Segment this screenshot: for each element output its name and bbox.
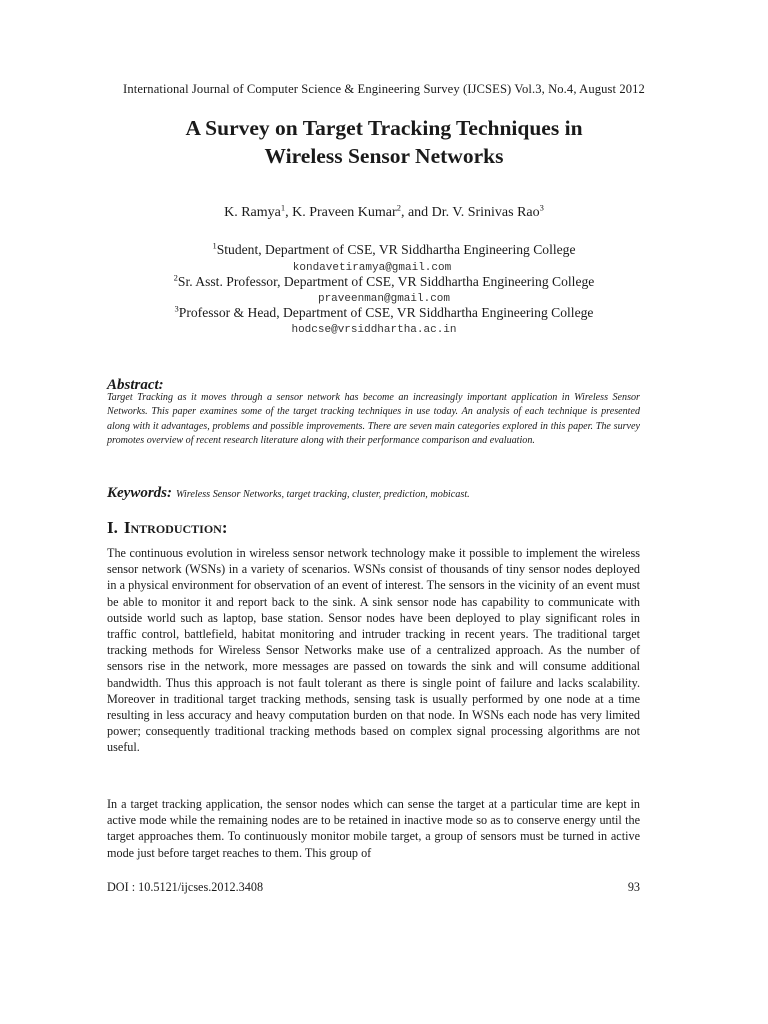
page-number: 93 <box>627 880 640 894</box>
affiliation-2 <box>0 274 768 290</box>
author-name: K. Praveen Kumar <box>292 205 397 220</box>
title-line-1: A Survey on Target Tracking Techniques in <box>185 116 583 140</box>
keywords-line <box>107 484 667 502</box>
affiliation-text: Professor & Head, Department of CSE, VR Siddhartha Engineering College <box>178 305 594 320</box>
abstract-body: Target Tracking as it moves through a sensor network has become an increasingly important application in Wireless Sensor Networks. This paper examines some of the target tracking techniques in use today. An analysis of each technique is presented along with it advantages, problems and possible improvements. There are seven main categories explored in this paper. The survey promotes overview of recent research literature along with their performance comparison and evaluation. <box>107 392 640 447</box>
section-number: I. <box>107 518 118 537</box>
author-separator: , and <box>400 205 432 220</box>
body-paragraph-2: In a target tracking application, the sensor nodes which can sense the target at a particular time are kept in active mode while the remaining nodes are to be retained in inactive mode so as to conserve energy until the target approaches them. To continuously monitor mobile target, a group of sensors must be turned in active mode just before target reaches to them. This group of <box>107 797 640 860</box>
author-list <box>0 202 768 221</box>
body-paragraph-1: The continuous evolution in wireless sensor network technology make it possible to implement the wireless sensor network (WSNs) in a variety of scenarios. WSNs consist of thousands of tiny sensor nodes deployed in a physical environment for observation of an event of interest. The sensors in the vicinity of an event must be able to monitor it and report back to the sink. A sink sensor node has capability to communicate with outside world such as laptop, base station. Sensor nodes have been deployed to play significant roles in traffic control, battlefield, habitat monitoring and intruder tracking in recent years. The traditional target tracking methods for Wireless Sensor Networks make use of a centralized approach. As the number of sensors rise in the network, more messages are passed on towards the sink and will consume additional bandwidth. Thus this approach is not fault tolerant as there is single point of failure and lacks scalability. Moreover in traditional target tracking methods, sensing task is usually performed by one node at a time resulting in less accuracy and heavy computation burden on that node. In WSNs each node has very limited power; consequently traditional tracking methods based on complex signal processing algorithms are not useful. <box>107 546 640 755</box>
affiliation-sup: 3 <box>174 303 179 314</box>
keywords-text: Wireless Sensor Networks, target tracking, cluster, prediction, mobicast. <box>176 489 470 500</box>
affiliation-1 <box>10 242 768 258</box>
keywords-label: Keywords: <box>107 485 172 501</box>
section-heading <box>107 518 228 538</box>
author-sup: 3 <box>539 202 544 213</box>
author-name: Dr. V. Srinivas Rao <box>431 205 540 220</box>
author-separator: , <box>285 205 293 220</box>
author-name: K. Ramya <box>224 205 281 220</box>
email-3: hodcse@vrsiddhartha.ac.in <box>291 324 457 336</box>
title-line-2: Wireless Sensor Networks <box>264 144 504 168</box>
affiliation-text: Sr. Asst. Professor, Department of CSE, VR Siddhartha Engineering College <box>177 274 595 289</box>
affiliation-sup: 2 <box>173 272 178 283</box>
author-sup: 2 <box>396 202 401 213</box>
affiliation-text: Student, Department of CSE, VR Siddhartha Engineering College <box>216 242 576 257</box>
email-1: kondavetiramya@gmail.com <box>292 262 452 274</box>
section-title-rest: ntroduction: <box>130 518 228 537</box>
affiliation-sup: 1 <box>212 240 217 251</box>
abstract-heading: Abstract: <box>107 377 164 393</box>
footer-doi: DOI : 10.5121/ijcses.2012.3408 <box>107 880 264 894</box>
journal-header: International Journal of Computer Science & Engineering Survey (IJCSES) Vol.3, No.4, August 2012 <box>123 82 645 96</box>
paper-title <box>0 114 768 170</box>
section-title-initial: I <box>123 518 131 537</box>
email-2: praveenman@gmail.com <box>317 293 451 305</box>
affiliation-3 <box>0 305 768 321</box>
author-sup: 1 <box>280 202 286 213</box>
